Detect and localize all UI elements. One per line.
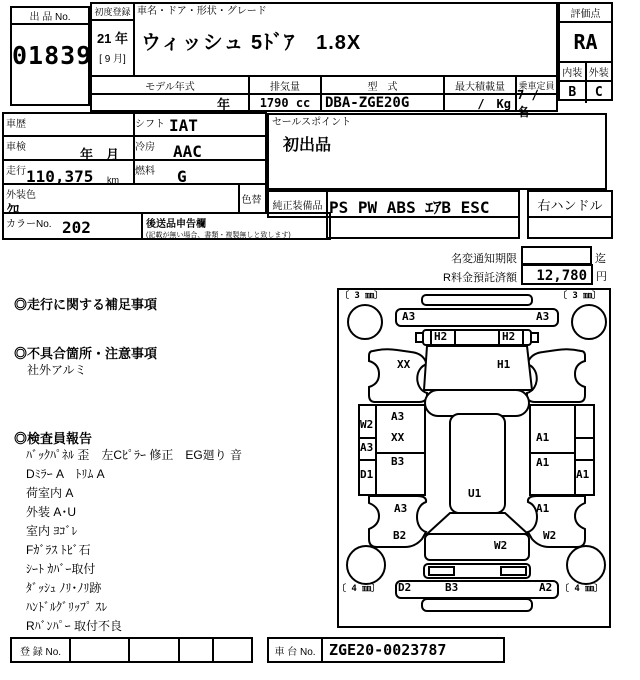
spec-model-year xyxy=(92,77,248,110)
fuel-value: G xyxy=(177,167,187,186)
spec-displacement xyxy=(248,77,320,110)
sales-point-label: セールスポイント xyxy=(272,117,352,128)
color-no-label: カラーNo. xyxy=(6,219,52,230)
spec-capacity-label: 乗車定員 xyxy=(517,77,556,95)
steering-cell: 右ハンドル xyxy=(527,190,613,218)
mileage-cell xyxy=(2,159,135,185)
panel-code-cowl: W2 xyxy=(494,539,508,552)
chassis-no-box xyxy=(267,637,505,663)
chassis-no-label: 車 台 No. xyxy=(274,646,316,658)
inspector-report-list xyxy=(26,446,326,636)
spec-max-load-label: 最大積載量 xyxy=(445,77,515,95)
spec-displacement-value: 1790 cc xyxy=(259,96,311,110)
driving-notes-title: ◎走行に関する補足事項 xyxy=(14,297,158,312)
mileage-value: 110,375 xyxy=(26,167,94,186)
spec-max-load-value: / Kg xyxy=(477,96,511,111)
panel-code-rear-bumper-right: A3 xyxy=(536,310,550,323)
spec-capacity-value: 7 / 名 xyxy=(517,88,551,119)
spec-displacement-label: 排気量 xyxy=(250,77,320,95)
shift-value: IAT xyxy=(169,116,198,135)
vehicle-name-value: ウィッシュ 5ﾄﾞｱ 1.8X xyxy=(141,32,362,54)
panel-code-roof: U1 xyxy=(468,487,482,500)
spec-model-year-label: モデル年式 xyxy=(92,77,248,95)
exterior-color-cell xyxy=(2,183,240,214)
panel-code-side-right: A1 xyxy=(576,468,590,481)
report-line: 荷室内 A xyxy=(26,486,74,500)
rating-box xyxy=(558,2,613,101)
panel-code-fender-front-left-2: B2 xyxy=(393,529,407,542)
equipment-value: PS PW ABS ｴｱB ESC xyxy=(329,198,490,217)
panel-code-side-left-3: D1 xyxy=(360,468,374,481)
spec-capacity xyxy=(515,77,556,119)
first-registration-box xyxy=(90,2,135,77)
rating-sub-labels xyxy=(560,63,611,82)
report-line: ｼｰﾄ ｶﾊﾞｰ取付 xyxy=(26,562,96,576)
tire-depth-rear-right: 〔 3 ㎜〕 xyxy=(558,291,602,301)
interior-rating-label: 内装 xyxy=(562,68,583,79)
panel-code-front-bumper-center: B3 xyxy=(445,581,459,594)
report-line: Dﾐﾗｰ A ﾄﾘﾑ A xyxy=(26,467,105,481)
lot-number-value: 01839 xyxy=(12,41,93,70)
panel-code-rear-bumper-left: A3 xyxy=(402,310,416,323)
fuel-cell xyxy=(133,159,267,185)
report-line: 外装 A･U xyxy=(26,505,77,519)
ac-label: 冷房 xyxy=(135,142,155,153)
recycle-fee-box xyxy=(521,264,593,285)
panel-code-fender-front-right-1: A1 xyxy=(536,502,550,515)
lot-number-label: 出 品 No. xyxy=(12,8,88,25)
name-change-deadline-label: 名変通知期限 xyxy=(451,253,517,265)
first-registration-label: 初度登録 xyxy=(92,4,133,21)
registration-cell-1 xyxy=(69,639,128,661)
registration-cell-4 xyxy=(212,639,251,661)
defect-notes-title: ◎不具合箇所・注意事項 xyxy=(14,346,158,361)
spec-model-code-value: DBA-ZGE20G xyxy=(325,95,410,111)
registration-no-box xyxy=(10,637,253,663)
first-registration-year: 21 年 xyxy=(96,31,129,46)
ac-value: AAC xyxy=(173,142,202,161)
sales-point-value: 初出品 xyxy=(283,137,332,154)
color-no-value: 202 xyxy=(62,218,91,237)
equipment-label-cell: 純正装備品 xyxy=(267,190,328,218)
inspector-report-title: ◎検査員報告 xyxy=(14,431,93,446)
name-change-deadline-unit: 迄 xyxy=(595,253,606,265)
inspection-label: 車検 xyxy=(6,142,26,153)
sales-point-box xyxy=(267,113,607,190)
recycle-fee-value: 12,780 xyxy=(536,268,587,284)
equipment-value-cell xyxy=(326,190,520,218)
lot-number-box xyxy=(10,6,93,106)
shift-label: シフト xyxy=(135,119,165,130)
report-line: Fｶﾞﾗｽ ﾄﾋﾞ石 xyxy=(26,543,91,557)
panel-code-quarter-left: XX xyxy=(397,358,411,371)
panel-code-rear-gate: H1 xyxy=(497,358,511,371)
report-line: Rﾊﾞﾝﾊﾟｰ 取付不良 xyxy=(26,619,123,633)
mileage-label: 走行 xyxy=(6,166,26,177)
spec-table xyxy=(90,75,558,119)
exterior-color-label: 外装色 xyxy=(6,190,36,201)
mileage-unit: km xyxy=(107,175,119,185)
panel-code-side-left-2: A3 xyxy=(360,441,374,454)
rating-sub-values xyxy=(560,82,611,103)
fuel-label: 燃料 xyxy=(135,166,155,177)
defect-notes-list xyxy=(27,361,317,380)
panel-code-door-right-2: A1 xyxy=(536,456,550,469)
exterior-rating-value: C xyxy=(585,82,612,103)
registration-cell-3 xyxy=(178,639,212,661)
steering-empty-cell xyxy=(527,218,613,239)
report-line: 室内 ﾖｺﾞﾚ xyxy=(26,524,78,538)
tire-depth-rear-left: 〔 3 ㎜〕 xyxy=(340,291,384,301)
recycle-fee-label: R料金預託済額 xyxy=(443,272,517,284)
report-line: 社外アルミ xyxy=(27,363,87,377)
damage-diagram xyxy=(337,288,611,628)
panel-code-fender-front-left-1: A3 xyxy=(394,502,408,515)
panel-code-door-left-2: XX xyxy=(391,431,405,444)
spec-max-load xyxy=(443,77,515,110)
panel-code-front-bumper-right: A2 xyxy=(539,581,553,594)
panel-code-door-left-1: A3 xyxy=(391,410,405,423)
recycle-fee-unit: 円 xyxy=(596,271,607,283)
report-line: ﾊﾞｯｸﾊﾟﾈﾙ 歪 左Cﾋﾟﾗｰ 修正 EG廻り 音 xyxy=(26,448,243,462)
history-cell xyxy=(2,112,135,137)
registration-no-label: 登 録 No. xyxy=(19,646,62,658)
report-line: ﾀﾞｯｼｭ ﾉﾘ･ﾉﾘ跡 xyxy=(26,581,102,595)
inspection-value: 年 月 xyxy=(79,147,119,162)
equipment-empty-cell xyxy=(326,218,520,239)
panel-code-side-left-1: W2 xyxy=(360,418,374,431)
spec-model-code xyxy=(320,77,443,110)
rating-value: RA xyxy=(560,23,611,63)
exterior-rating-label: 外装 xyxy=(585,63,612,80)
panel-code-rear-panel-left: H2 xyxy=(434,330,448,343)
panel-code-front-bumper-left: D2 xyxy=(398,581,412,594)
diagram-labels-layer xyxy=(339,290,609,626)
shift-cell xyxy=(133,112,267,137)
exterior-color-value: ｸﾛ xyxy=(7,202,20,216)
vehicle-name-box xyxy=(133,2,558,77)
vehicle-name-label: 車名・ドア・形状・グレード xyxy=(137,6,267,17)
registration-cell-2 xyxy=(128,639,178,661)
interior-rating-value: B xyxy=(568,85,577,100)
tire-depth-front-right: 〔 4 ㎜〕 xyxy=(560,584,604,594)
color-no-cell xyxy=(2,212,143,240)
spec-model-year-value: 年 xyxy=(216,96,230,112)
chassis-no-value: ZGE20-0023787 xyxy=(321,639,503,661)
panel-code-fender-front-right-2: W2 xyxy=(543,529,557,542)
panel-code-door-left-3: B3 xyxy=(391,455,405,468)
spec-model-code-label: 型 式 xyxy=(322,77,443,95)
inspection-cell xyxy=(2,135,135,161)
name-change-deadline-box xyxy=(521,246,592,265)
ac-cell xyxy=(133,135,267,161)
report-line: ﾊﾝﾄﾞﾙｸﾞﾘｯﾌﾟ ｽﾚ xyxy=(26,600,108,614)
history-label: 車歴 xyxy=(6,119,26,130)
later-items-label: 後送品申告欄 xyxy=(146,219,206,230)
later-items-note: (記載が無い場合、書類・複製無しと致します) xyxy=(146,232,291,239)
panel-code-door-right-1: A1 xyxy=(536,431,550,444)
tire-depth-front-left: 〔 4 ㎜〕 xyxy=(337,584,381,594)
first-registration-month: [ 9 月] xyxy=(99,54,126,65)
color-change-cell: 色替 xyxy=(238,183,267,214)
rating-label: 評価点 xyxy=(560,4,611,23)
panel-code-rear-panel-right: H2 xyxy=(502,330,516,343)
